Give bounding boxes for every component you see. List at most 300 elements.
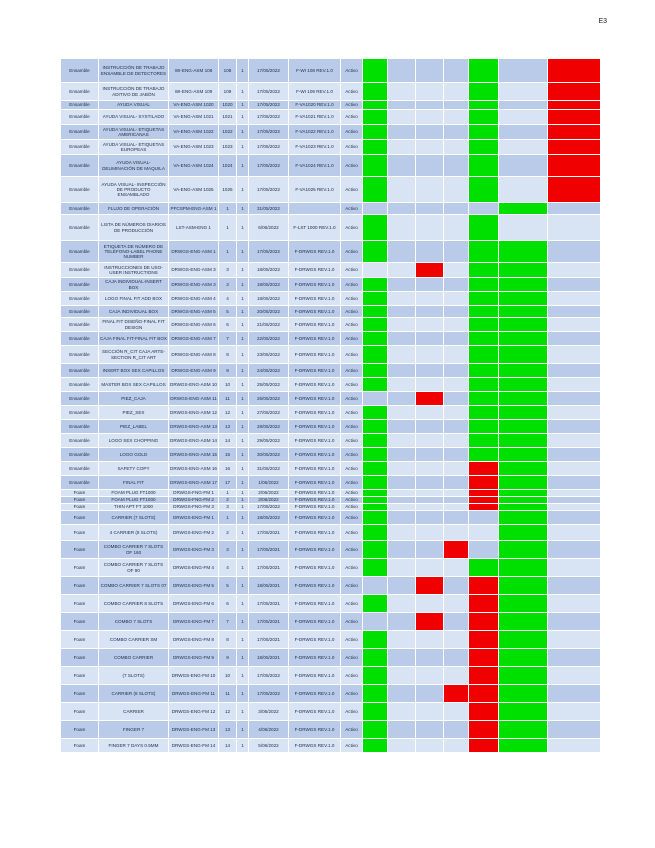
date-cell: 1/06/2022 xyxy=(249,476,289,490)
table-row xyxy=(61,278,601,292)
date-cell: 17/05/2022 xyxy=(249,177,289,203)
number-cell: 6 xyxy=(219,595,237,613)
status-marker-cell xyxy=(499,721,548,739)
date-cell: 18/05/2022 xyxy=(249,278,289,292)
status-marker-cell xyxy=(469,140,499,155)
status-marker-cell xyxy=(469,101,499,110)
status-marker-cell xyxy=(416,59,444,83)
status-cell: Activo xyxy=(341,364,363,378)
status-marker-cell xyxy=(548,177,601,203)
status-marker-cell xyxy=(548,497,601,504)
status-marker-cell xyxy=(499,203,548,215)
format-cell: F-DRWGS REV.1.0 xyxy=(289,364,341,378)
status-marker-cell xyxy=(469,504,499,511)
date-cell: 29/05/2022 xyxy=(249,434,289,448)
date-cell: 17/05/2022 xyxy=(249,241,289,263)
status-marker-cell xyxy=(363,577,388,595)
table-row xyxy=(61,263,601,278)
status-marker-cell xyxy=(388,306,416,318)
status-marker-cell xyxy=(469,559,499,577)
code-cell: DRWGS-ENG-ASM 11 xyxy=(169,392,219,406)
code-cell: DRWGS-ENG-ASM 3 xyxy=(169,278,219,292)
status-cell: Activo xyxy=(341,406,363,420)
rev-cell: 1 xyxy=(237,83,249,101)
status-marker-cell xyxy=(388,83,416,101)
table-row xyxy=(61,346,601,364)
date-cell: 17/05/2022 xyxy=(249,110,289,125)
code-cell: DRWGS-ENG-ASM 5 xyxy=(169,306,219,318)
status-marker-cell xyxy=(499,364,548,378)
status-marker-cell xyxy=(469,595,499,613)
status-cell: Activo xyxy=(341,541,363,559)
status-marker-cell xyxy=(469,420,499,434)
status-marker-cell xyxy=(499,125,548,140)
date-cell: 21/05/2022 xyxy=(249,318,289,332)
format-cell: F-DRWGS REV.1.0 xyxy=(289,278,341,292)
status-cell: Activo xyxy=(341,332,363,346)
area-cell: Foam xyxy=(61,559,99,577)
title-cell: COMBO CARRIER 7 SLOTS 07 xyxy=(99,577,169,595)
status-marker-cell xyxy=(388,346,416,364)
status-marker-cell xyxy=(416,263,444,278)
format-cell: F-DRWGS REV.1.0 xyxy=(289,577,341,595)
rev-cell: 1 xyxy=(237,306,249,318)
format-cell: F-DRWGS REV.1.0 xyxy=(289,595,341,613)
title-cell: INSTRUCCIÓN DE TRABAJO ENSAMBLE DE DETECTORES xyxy=(99,59,169,83)
status-marker-cell xyxy=(548,476,601,490)
status-marker-cell xyxy=(363,649,388,667)
status-marker-cell xyxy=(548,406,601,420)
date-cell: 3/06/2022 xyxy=(249,703,289,721)
status-marker-cell xyxy=(416,292,444,306)
rev-cell: 1 xyxy=(237,649,249,667)
status-marker-cell xyxy=(499,525,548,541)
table-row xyxy=(61,332,601,346)
rev-cell: 1 xyxy=(237,215,249,241)
code-cell: WI-ENG-ASM 109 xyxy=(169,83,219,101)
status-marker-cell xyxy=(499,541,548,559)
date-cell: 3/06/2022 xyxy=(249,497,289,504)
status-marker-cell xyxy=(548,685,601,703)
status-marker-cell xyxy=(363,241,388,263)
title-cell: CARRIER (7 SLOTS) xyxy=(99,511,169,525)
status-marker-cell xyxy=(548,263,601,278)
area-cell: Ensamble xyxy=(61,278,99,292)
status-cell: Activo xyxy=(341,140,363,155)
date-cell: 17/05/2022 xyxy=(249,59,289,83)
rev-cell: 1 xyxy=(237,364,249,378)
status-cell: Activo xyxy=(341,595,363,613)
format-cell: F-DRWGS REV.1.0 xyxy=(289,378,341,392)
rev-cell: 1 xyxy=(237,577,249,595)
title-cell: PIEZ_CAJA xyxy=(99,392,169,406)
status-marker-cell xyxy=(548,392,601,406)
status-marker-cell xyxy=(548,631,601,649)
number-cell: 109 xyxy=(219,83,237,101)
status-marker-cell xyxy=(388,292,416,306)
area-cell: Ensamble xyxy=(61,364,99,378)
format-cell: F-DRWGS REV.1.0 xyxy=(289,448,341,462)
area-cell: Ensamble xyxy=(61,392,99,406)
title-cell: MASTER BOX SEX CAPILLOS xyxy=(99,378,169,392)
status-marker-cell xyxy=(469,525,499,541)
status-marker-cell xyxy=(388,649,416,667)
table-row xyxy=(61,490,601,497)
table-row xyxy=(61,721,601,739)
status-marker-cell xyxy=(469,203,499,215)
table-row xyxy=(61,378,601,392)
date-cell: 6/06/2022 xyxy=(249,215,289,241)
format-cell: F-DRWGS REV.1.0 xyxy=(289,346,341,364)
table-row xyxy=(61,59,601,83)
status-marker-cell xyxy=(363,364,388,378)
status-marker-cell xyxy=(363,559,388,577)
status-marker-cell xyxy=(444,364,469,378)
title-cell: LOGO FINAL FIT ADD BOX xyxy=(99,292,169,306)
status-marker-cell xyxy=(444,559,469,577)
status-marker-cell xyxy=(388,434,416,448)
title-cell: SAFETY COPY xyxy=(99,462,169,476)
number-cell: 1 xyxy=(219,215,237,241)
number-cell: 7 xyxy=(219,613,237,631)
title-cell: AYUDA VISUAL- INSPECCIÓN DE PRODUCTO ENSAMBLADO xyxy=(99,177,169,203)
table-row xyxy=(61,448,601,462)
table-row xyxy=(61,392,601,406)
status-marker-cell xyxy=(388,263,416,278)
status-marker-cell xyxy=(499,739,548,753)
number-cell: 17 xyxy=(219,476,237,490)
status-marker-cell xyxy=(548,541,601,559)
status-marker-cell xyxy=(416,364,444,378)
code-cell: DRWGS-FNG-FM 2 xyxy=(169,497,219,504)
status-marker-cell xyxy=(548,155,601,177)
title-cell: PIEZ_SEX xyxy=(99,406,169,420)
date-cell: 17/05/2022 xyxy=(249,83,289,101)
status-marker-cell xyxy=(416,613,444,631)
area-cell: Ensamble xyxy=(61,263,99,278)
status-marker-cell xyxy=(469,739,499,753)
status-marker-cell xyxy=(469,215,499,241)
status-marker-cell xyxy=(469,649,499,667)
status-marker-cell xyxy=(416,125,444,140)
status-marker-cell xyxy=(499,476,548,490)
title-cell: AYUDA VISUAL- DELIMINACIÓN DE MAQUILA xyxy=(99,155,169,177)
status-marker-cell xyxy=(469,241,499,263)
status-marker-cell xyxy=(469,476,499,490)
status-marker-cell xyxy=(499,155,548,177)
status-marker-cell xyxy=(499,577,548,595)
status-marker-cell xyxy=(363,631,388,649)
rev-cell: 1 xyxy=(237,177,249,203)
table-row xyxy=(61,125,601,140)
status-marker-cell xyxy=(363,177,388,203)
area-cell: Ensamble xyxy=(61,177,99,203)
date-cell: 27/05/2022 xyxy=(249,406,289,420)
status-marker-cell xyxy=(363,721,388,739)
status-marker-cell xyxy=(548,577,601,595)
status-marker-cell xyxy=(444,177,469,203)
status-marker-cell xyxy=(444,476,469,490)
status-marker-cell xyxy=(548,378,601,392)
area-cell: Ensamble xyxy=(61,462,99,476)
status-marker-cell xyxy=(469,177,499,203)
date-cell: 18/05/2021 xyxy=(249,577,289,595)
format-cell: F-DRWGS REV.1.0 xyxy=(289,332,341,346)
date-cell: 25/05/2022 xyxy=(249,378,289,392)
area-cell: Foam xyxy=(61,490,99,497)
status-marker-cell xyxy=(416,649,444,667)
number-cell: 4 xyxy=(219,292,237,306)
status-marker-cell xyxy=(416,703,444,721)
number-cell: 3 xyxy=(219,541,237,559)
area-cell: Foam xyxy=(61,511,99,525)
table-row xyxy=(61,595,601,613)
status-marker-cell xyxy=(388,420,416,434)
number-cell: 8 xyxy=(219,346,237,364)
status-marker-cell xyxy=(416,595,444,613)
status-marker-cell xyxy=(363,685,388,703)
number-cell: 1025 xyxy=(219,177,237,203)
status-marker-cell xyxy=(499,685,548,703)
title-cell: FINAL FIT DISEÑO-FINAL FIT DESIGN xyxy=(99,318,169,332)
area-cell: Ensamble xyxy=(61,332,99,346)
status-marker-cell xyxy=(548,59,601,83)
date-cell: 5/06/2022 xyxy=(249,739,289,753)
table-row xyxy=(61,83,601,101)
status-marker-cell xyxy=(444,406,469,420)
status-marker-cell xyxy=(469,332,499,346)
area-cell: Foam xyxy=(61,631,99,649)
format-cell: F-DRWGS REV.1.0 xyxy=(289,241,341,263)
status-marker-cell xyxy=(444,525,469,541)
status-marker-cell xyxy=(469,83,499,101)
status-cell: Activo xyxy=(341,721,363,739)
format-cell: F-DRWGS REV.1.0 xyxy=(289,497,341,504)
status-cell: Activo xyxy=(341,110,363,125)
number-cell: 1 xyxy=(219,203,237,215)
status-marker-cell xyxy=(444,434,469,448)
format-cell: F-DRWGS REV.1.0 xyxy=(289,476,341,490)
status-cell: Activo xyxy=(341,504,363,511)
status-marker-cell xyxy=(416,110,444,125)
number-cell: 1021 xyxy=(219,110,237,125)
date-cell: 31/05/2022 xyxy=(249,462,289,476)
status-marker-cell xyxy=(444,504,469,511)
format-cell: F-WI 109 REV.1.0 xyxy=(289,83,341,101)
status-marker-cell xyxy=(469,577,499,595)
table-row xyxy=(61,541,601,559)
status-marker-cell xyxy=(388,685,416,703)
format-cell: F-DRWGS REV.1.0 xyxy=(289,434,341,448)
status-marker-cell xyxy=(548,278,601,292)
status-marker-cell xyxy=(416,83,444,101)
rev-cell: 1 xyxy=(237,595,249,613)
code-cell: DRWGS-ENG-FM 11 xyxy=(169,685,219,703)
status-marker-cell xyxy=(388,541,416,559)
number-cell: 11 xyxy=(219,392,237,406)
rev-cell: 1 xyxy=(237,613,249,631)
status-marker-cell xyxy=(363,703,388,721)
status-marker-cell xyxy=(444,101,469,110)
format-cell: F-DRWGS REV.1.0 xyxy=(289,721,341,739)
table-row xyxy=(61,613,601,631)
status-marker-cell xyxy=(469,155,499,177)
status-cell: Activo xyxy=(341,101,363,110)
status-marker-cell xyxy=(444,110,469,125)
status-marker-cell xyxy=(388,721,416,739)
number-cell: 10 xyxy=(219,667,237,685)
status-marker-cell xyxy=(548,318,601,332)
area-cell: Foam xyxy=(61,685,99,703)
code-cell: DRWGS-ENG-FM 2 xyxy=(169,525,219,541)
status-marker-cell xyxy=(499,631,548,649)
code-cell: VA-ENG-ASM 1021 xyxy=(169,110,219,125)
status-marker-cell xyxy=(469,364,499,378)
status-marker-cell xyxy=(469,448,499,462)
code-cell: DRWGS-ENG-FM 10 xyxy=(169,667,219,685)
status-marker-cell xyxy=(416,559,444,577)
status-marker-cell xyxy=(363,462,388,476)
status-marker-cell xyxy=(469,263,499,278)
code-cell: PFCSPM-ENG-ASM 1 xyxy=(169,203,219,215)
status-marker-cell xyxy=(444,306,469,318)
status-marker-cell xyxy=(416,241,444,263)
status-cell: Activo xyxy=(341,241,363,263)
date-cell: 31/05/2022 xyxy=(249,203,289,215)
date-cell: 17/05/2022 xyxy=(249,685,289,703)
table-row xyxy=(61,504,601,511)
status-marker-cell xyxy=(416,155,444,177)
status-marker-cell xyxy=(363,306,388,318)
status-marker-cell xyxy=(444,703,469,721)
status-marker-cell xyxy=(548,125,601,140)
area-cell: Ensamble xyxy=(61,155,99,177)
area-cell: Foam xyxy=(61,721,99,739)
status-marker-cell xyxy=(388,215,416,241)
status-cell: Activo xyxy=(341,278,363,292)
status-marker-cell xyxy=(444,378,469,392)
status-marker-cell xyxy=(444,667,469,685)
table-row xyxy=(61,203,601,215)
code-cell: DRWGS-ENG-ASM 13 xyxy=(169,420,219,434)
status-marker-cell xyxy=(363,203,388,215)
status-marker-cell xyxy=(416,504,444,511)
status-marker-cell xyxy=(363,59,388,83)
status-marker-cell xyxy=(499,177,548,203)
table-row xyxy=(61,703,601,721)
status-marker-cell xyxy=(469,613,499,631)
status-marker-cell xyxy=(416,490,444,497)
status-marker-cell xyxy=(469,511,499,525)
status-marker-cell xyxy=(363,739,388,753)
rev-cell: 1 xyxy=(237,703,249,721)
status-marker-cell xyxy=(388,504,416,511)
area-cell: Foam xyxy=(61,613,99,631)
status-marker-cell xyxy=(388,739,416,753)
status-cell: Activo xyxy=(341,559,363,577)
number-cell: 13 xyxy=(219,721,237,739)
number-cell: 3 xyxy=(219,263,237,278)
status-marker-cell xyxy=(469,125,499,140)
status-marker-cell xyxy=(444,490,469,497)
code-cell: DRWGS-ENG-ASM 17 xyxy=(169,476,219,490)
code-cell: DRWGS-ENG-FM 8 xyxy=(169,631,219,649)
status-marker-cell xyxy=(499,649,548,667)
table-row xyxy=(61,420,601,434)
code-cell: DRWGS-ENG-ASM 1 xyxy=(169,241,219,263)
date-cell: 18/05/2022 xyxy=(249,511,289,525)
code-cell: DRWGS-ENG-FM 1 xyxy=(169,511,219,525)
status-marker-cell xyxy=(499,101,548,110)
number-cell: 6 xyxy=(219,318,237,332)
status-marker-cell xyxy=(363,140,388,155)
code-cell: VA-ENG-ASM 1025 xyxy=(169,177,219,203)
rev-cell: 1 xyxy=(237,155,249,177)
table-row xyxy=(61,476,601,490)
status-marker-cell xyxy=(469,318,499,332)
status-cell: Activo xyxy=(341,306,363,318)
status-marker-cell xyxy=(363,476,388,490)
code-cell: DRWGS-ENG-ASM 10 xyxy=(169,378,219,392)
code-cell: LST-ASM-ENG 1 xyxy=(169,215,219,241)
status-marker-cell xyxy=(548,703,601,721)
status-marker-cell xyxy=(363,292,388,306)
code-cell: DRWGS-ENG-FM 9 xyxy=(169,649,219,667)
status-marker-cell xyxy=(548,434,601,448)
status-marker-cell xyxy=(388,364,416,378)
status-marker-cell xyxy=(499,703,548,721)
status-marker-cell xyxy=(363,613,388,631)
format-cell: F-DRWGS REV.1.0 xyxy=(289,703,341,721)
title-cell: CARRIER xyxy=(99,703,169,721)
status-marker-cell xyxy=(444,203,469,215)
status-marker-cell xyxy=(444,83,469,101)
status-marker-cell xyxy=(416,215,444,241)
format-cell: F-VA1021 REV.1.0 xyxy=(289,110,341,125)
status-marker-cell xyxy=(444,263,469,278)
code-cell: DRWGS-ENG-ASM 16 xyxy=(169,462,219,476)
format-cell: F-VA1023 REV.1.0 xyxy=(289,140,341,155)
status-cell: Activo xyxy=(341,318,363,332)
format-cell: F-DRWGS REV.1.0 xyxy=(289,511,341,525)
table-row xyxy=(61,364,601,378)
area-cell: Foam xyxy=(61,504,99,511)
format-cell: F-DRWGS REV.1.0 xyxy=(289,525,341,541)
title-cell: AYUDA VISUAL xyxy=(99,101,169,110)
status-marker-cell xyxy=(548,649,601,667)
date-cell: 26/05/2022 xyxy=(249,392,289,406)
table-row xyxy=(61,155,601,177)
number-cell: 7 xyxy=(219,332,237,346)
area-cell: Ensamble xyxy=(61,378,99,392)
rev-cell: 1 xyxy=(237,59,249,83)
status-marker-cell xyxy=(499,559,548,577)
area-cell: Ensamble xyxy=(61,318,99,332)
table-row xyxy=(61,462,601,476)
status-marker-cell xyxy=(469,278,499,292)
status-marker-cell xyxy=(469,703,499,721)
status-marker-cell xyxy=(388,525,416,541)
format-cell: F-LST 1000 REV.1.0 xyxy=(289,215,341,241)
title-cell: INSERT BOX SEX CAPILLOS xyxy=(99,364,169,378)
status-cell: Activo xyxy=(341,346,363,364)
status-marker-cell xyxy=(416,685,444,703)
document-status-table xyxy=(60,58,601,753)
status-marker-cell xyxy=(499,595,548,613)
status-marker-cell xyxy=(416,434,444,448)
status-cell: Activo xyxy=(341,490,363,497)
rev-cell: 1 xyxy=(237,504,249,511)
